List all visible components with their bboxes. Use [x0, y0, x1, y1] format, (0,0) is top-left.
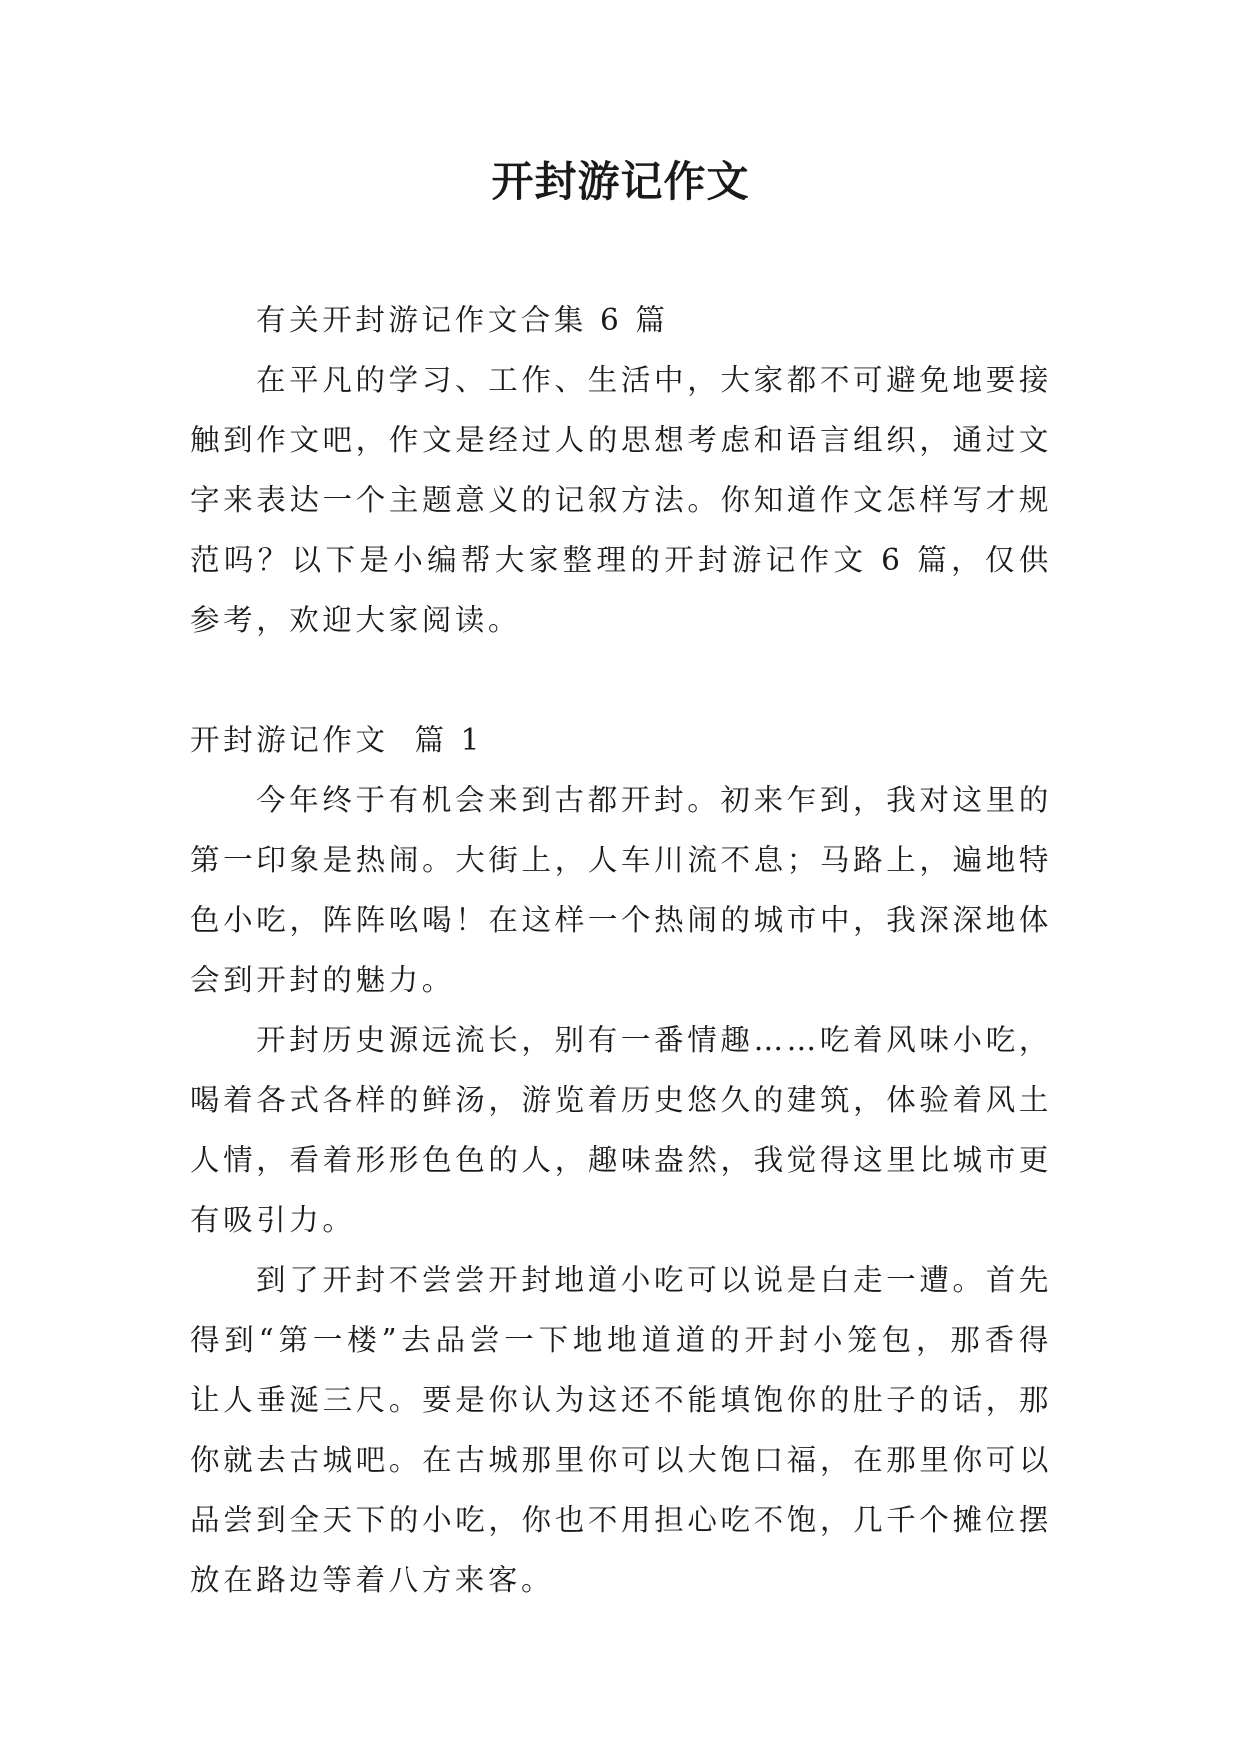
body-paragraph: 到了开封不尝尝开封地道小吃可以说是白走一遭。首先得到“第一楼”去品尝一下地地道道的开封小笼包，那香得让人垂涎三尺。要是你认为这还不能填饱你的肚子的话，那你就去古城吧。在古城那里你可以大饱口福，在那里你可以品尝到全天下的小吃，你也不用担心吃不饱，几千个摊位摆放在路边等着八方来客。 — [190, 1263, 1052, 1597]
intro-paragraph: 在平凡的学习、工作、生活中，大家都不可避免地要接触到作文吧，作文是经过人的思想考虑和语言组织，通过文字来表达一个主题意义的记叙方法。你知道作文怎样写才规范吗？以下是小编帮大家整理的开封游记作文 6 篇，仅供参考，欢迎大家阅读。 — [190, 363, 1052, 637]
body-paragraph: 开封历史源远流长，别有一番情趣……吃着风味小吃，喝着各式各样的鲜汤，游览着历史悠久的建筑，体验着风土人情，看着形形色色的人，趣味盎然，我觉得这里比城市更有吸引力。 — [190, 1023, 1052, 1237]
body-paragraph: 今年终于有机会来到古都开封。初来乍到，我对这里的第一印象是热闹。大街上，人车川流不息；马路上，遍地特色小吃，阵阵吆喝！在这样一个热闹的城市中，我深深地体会到开封的魅力。 — [190, 783, 1052, 997]
document-body — [190, 290, 1052, 1610]
section-heading: 开封游记作文 篇 1 — [190, 723, 484, 757]
document-title: 开封游记作文 — [491, 157, 750, 206]
intro-heading: 有关开封游记作文合集 6 篇 — [256, 303, 669, 337]
